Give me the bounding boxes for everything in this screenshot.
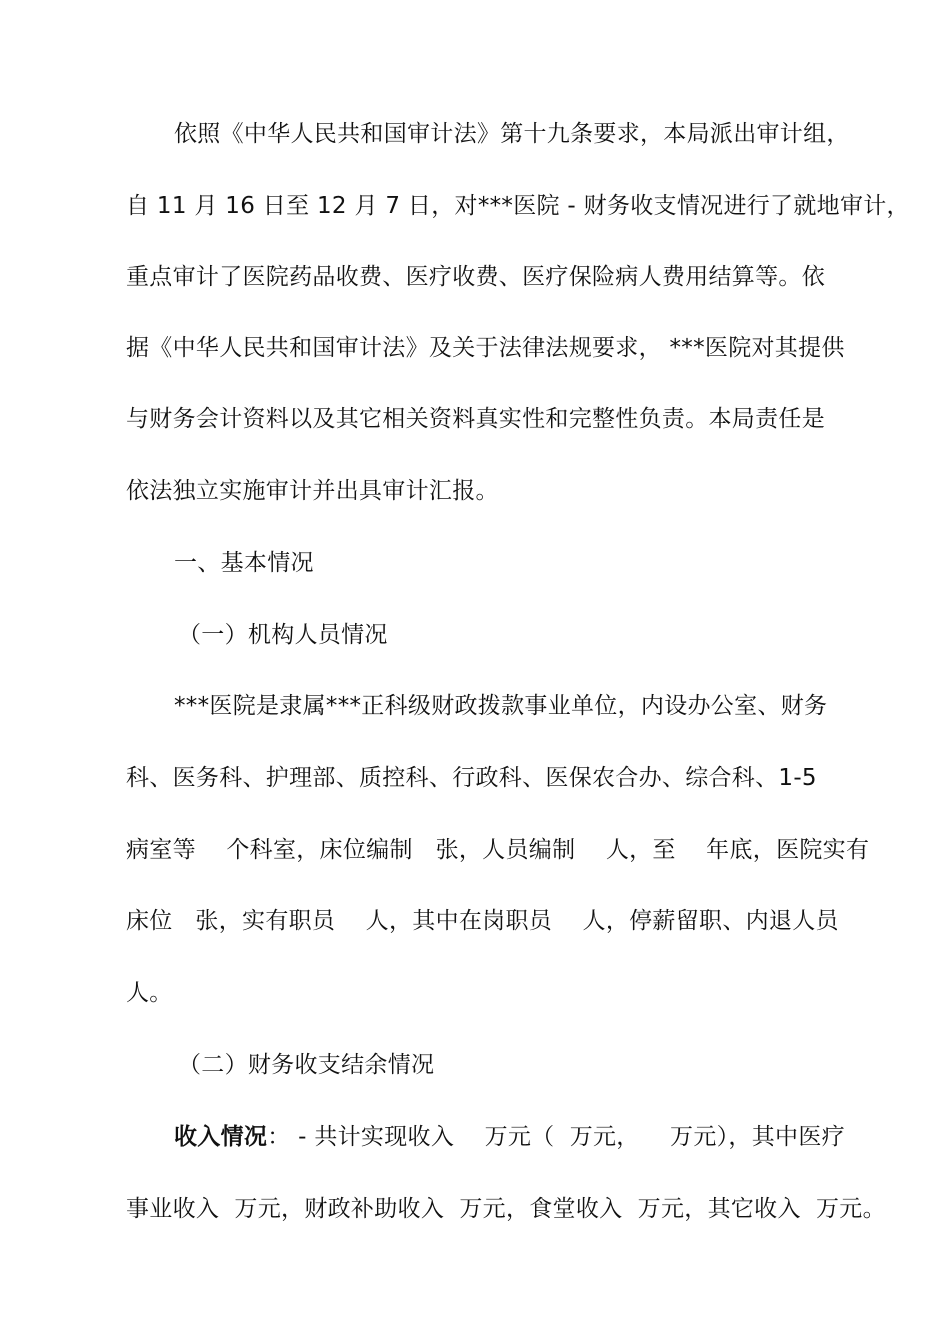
paragraph3-line1-text: ： - 共计实现收入 万元（ 万元， 万元），其中医疗 — [267, 1124, 845, 1150]
paragraph2-line1: ***医院是隶属***正科级财政拨款事业单位，内设办公室、财务 — [174, 693, 828, 719]
paragraph1-line4: 据《中华人民共和国审计法》及关于法律法规要求， ***医院对其提供 — [126, 335, 845, 361]
section-heading-basic-situation: 一、基本情况 — [174, 550, 314, 576]
paragraph1-line6: 依法独立实施审计并出具审计汇报。 — [126, 478, 499, 504]
income-label: 收入情况 — [174, 1124, 268, 1150]
paragraph2-line3: 病室等 个科室，床位编制 张，人员编制 人，至 年底，医院实有 — [126, 837, 870, 863]
paragraph2-line5: 人。 — [126, 980, 173, 1006]
paragraph3-line2: 事业收入 万元，财政补助收入 万元，食堂收入 万元，其它收入 万元。 — [126, 1196, 886, 1222]
paragraph3-line1 — [174, 1121, 845, 1153]
paragraph2-line2: 科、医务科、护理部、质控科、行政科、医保农合办、综合科、1-5 — [126, 765, 817, 791]
paragraph1-line3: 重点审计了医院药品收费、医疗收费、医疗保险病人费用结算等。依 — [126, 264, 825, 290]
paragraph2-line4: 床位 张，实有职员 人，其中在岗职员 人，停薪留职、内退人员 — [126, 908, 839, 934]
paragraph1-line2: 自 11 月 16 日至 12 月 7 日，对***医院 - 财务收支情况进行了就地审计， — [126, 193, 910, 219]
subsection-heading-finance: （二）财务收支结余情况 — [178, 1052, 435, 1078]
subsection-heading-staff: （一）机构人员情况 — [178, 622, 388, 648]
paragraph1-line1: 依照《中华人民共和国审计法》第十九条要求，本局派出审计组， — [174, 121, 850, 147]
paragraph1-line5: 与财务会计资料以及其它相关资料真实性和完整性负责。本局责任是 — [126, 406, 825, 432]
